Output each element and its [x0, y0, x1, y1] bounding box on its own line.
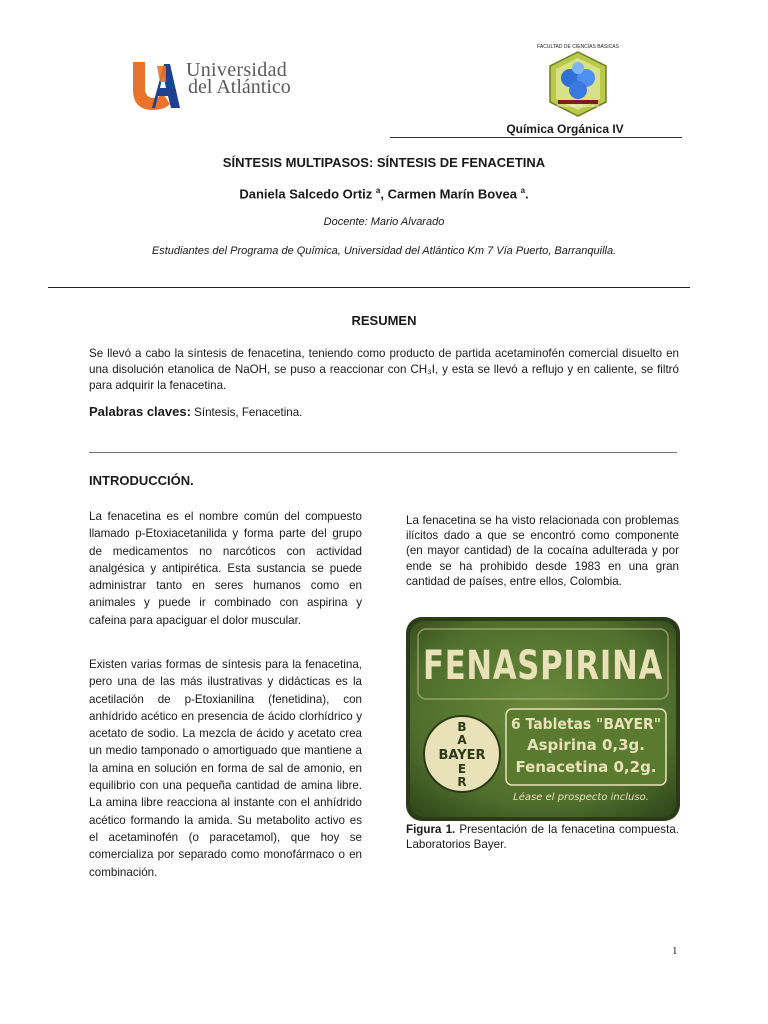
header-divider	[390, 137, 682, 138]
section-divider	[48, 287, 690, 288]
affiliation-mark: a	[520, 186, 526, 195]
tin-line-2: Aspirina 0,3g.	[527, 736, 645, 754]
bayer-cross-letter: E	[457, 762, 467, 776]
tin-brand-text: FENASPIRINA	[423, 643, 663, 689]
paper-title: SÍNTESIS MULTIPASOS: SÍNTESIS DE FENACETINA	[222, 155, 546, 170]
figure-caption-label: Figura 1.	[406, 823, 456, 836]
university-logo	[130, 58, 300, 114]
paper-teacher: Docente: Mario Alvarado	[323, 216, 445, 228]
keywords	[89, 404, 679, 419]
bayer-cross-letter: R	[457, 775, 467, 789]
bayer-cross-letter: B	[457, 720, 467, 734]
figure-1-image	[406, 617, 680, 821]
paper-authors: Daniela Salcedo Ortiz $^a$, Carmen Marín Bovea $^a$.	[239, 186, 529, 202]
tin-line-4: Léase el prospecto incluso.	[513, 792, 649, 803]
introduction-paragraph-2: Existen varias formas de síntesis para la fenacetina, pero una de las más ilustrativas y didácticas es la acetilación de p-Etoxianilina (fenetidina), con anhídrido acético en presencia de ácido clorhídrico y acetato de sodio. La mezcla de ácido y acetato crea un medio tamponado o amortiguado que mantiene a la amina en solución en forma de sal de amonio, en equilibrio con una pequeña cantidad de amina libre. La amina libre reacciona al instante con el anhídrido acético formando la amida. Su metabolito activo es el acetaminofén (o paracetamol), que hoy se comercializa por separado como monofármaco o en combinación.	[89, 658, 362, 879]
course-name: Química Orgánica IV	[506, 122, 624, 136]
introduction-paragraph-1: La fenacetina es el nombre común del compuesto llamado p-Etoxiacetanilida y forma parte del grupo de medicamentos no narcóticos con actividad analgésica y antipirética. Esta sustancia se puede administrar tanto en seres humanos como en animales y puede ir combinado con aspirina y cafeina para apaciguar el dolor muscular.	[89, 510, 362, 627]
abstract-text: Se llevó a cabo la síntesis de fenacetina, teniendo como producto de partida acetaminofén comercial disuelto en una disolución etanolica de NaOH, se puso a reaccionar con CH₃I, y esta se llevó a reflujo y en caliente, se filtró para adquirir la fenacetina.	[89, 347, 679, 392]
tin-line-1: 6 Tabletas "BAYER"	[511, 715, 661, 733]
bayer-cross-horizontal: BAYER	[438, 748, 486, 763]
introduction-paragraph-3: La fenacetina se ha visto relacionada con problemas ilícitos dado a que se encontró como componente (en mayor cantidad) de la cocaína adulterada y por ende se ha prohibido desde 1983 en una gran cantidad de países, entre ellos, Colombia.	[406, 514, 679, 588]
paper-affiliation: Estudiantes del Programa de Química, Universidad del Atlántico Km 7 Vía Puerto, Barranquilla.	[151, 245, 617, 257]
faculty-logo-program: PROGRAMA DE QUÍMICA	[556, 104, 599, 108]
faculty-logo	[530, 44, 626, 120]
author-1: Daniela Salcedo Ortiz	[239, 186, 373, 202]
university-name-line1: Universidad	[186, 59, 288, 81]
faculty-logo-caption: FACULTAD DE CIENCIAS BÁSICAS	[537, 44, 619, 50]
university-name-line2: del Atlántico	[188, 76, 291, 98]
tin-line-3: Fenacetina 0,2g.	[515, 758, 657, 776]
author-2: Carmen Marín Bovea	[387, 186, 517, 202]
bayer-cross-letter: A	[457, 733, 467, 747]
figure-1-caption	[406, 822, 679, 852]
figure-caption-text: Presentación de la fenacetina compuesta. Laboratorios Bayer.	[406, 823, 679, 851]
fenaspirina-tin-illustration	[406, 617, 680, 821]
keywords-label: Palabras claves:	[89, 404, 191, 419]
abstract-heading: RESUMEN	[351, 313, 417, 328]
university-name	[186, 59, 291, 98]
introduction-heading: INTRODUCCIÓN.	[89, 473, 194, 488]
chemistry-hexagon-icon	[530, 44, 626, 120]
ua-monogram-icon	[130, 58, 180, 110]
page-number: 1	[672, 945, 678, 957]
keywords-values: Síntesis, Fenacetina.	[194, 406, 303, 419]
abstract-divider	[89, 452, 677, 453]
affiliation-mark: a	[375, 186, 381, 195]
